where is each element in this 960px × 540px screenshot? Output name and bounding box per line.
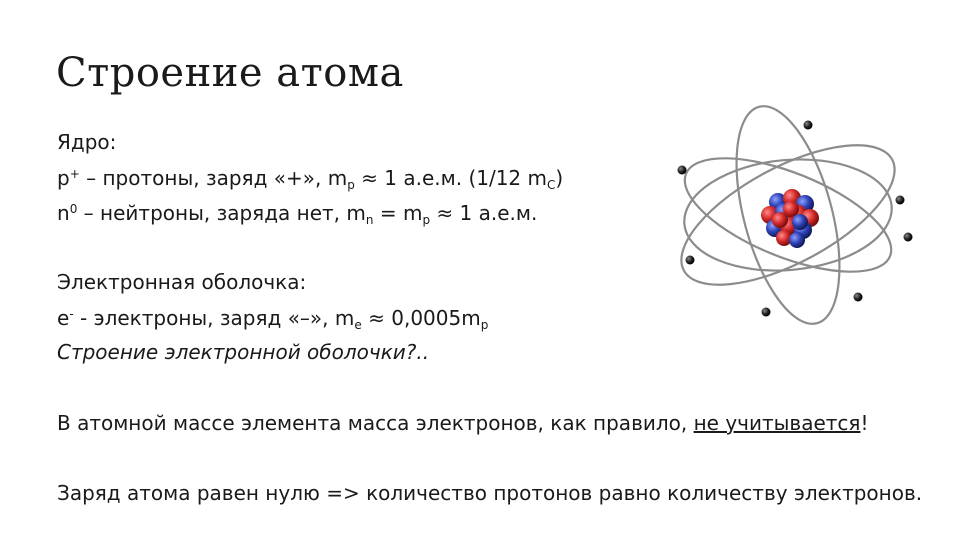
electron-mass-sub: e xyxy=(354,318,362,332)
mass-note-underlined: не учитывается xyxy=(693,411,861,435)
neutron-charge-sup: 0 xyxy=(69,202,78,216)
mass-note-after: ! xyxy=(860,411,869,435)
proton-mass-sub: p xyxy=(347,178,355,192)
proton-charge-sup: + xyxy=(69,167,80,181)
electrons-approx: ≈ 0,0005m xyxy=(361,306,481,330)
electron xyxy=(896,196,905,205)
neutrons-line xyxy=(57,201,537,225)
electron xyxy=(804,121,813,130)
carbon-sub: C xyxy=(547,178,556,192)
neutrons-eq: = m xyxy=(373,201,423,225)
shell-heading: Электронная оболочка: xyxy=(57,270,307,294)
protons-line xyxy=(57,166,563,190)
protons-approx: ≈ 1 а.е.м. (1/12 m xyxy=(354,166,547,190)
electrons-line xyxy=(57,306,488,330)
electron xyxy=(904,233,913,242)
neutron-symbol: n xyxy=(57,201,70,225)
proton-mass-sub-3: p xyxy=(480,318,489,332)
electron xyxy=(854,293,863,302)
mass-note-before: В атомной массе элемента масса электронов, как правило, xyxy=(57,411,694,435)
nucleus-heading: Ядро: xyxy=(57,130,117,154)
neutrons-end: ≈ 1 а.е.м. xyxy=(430,201,538,225)
slide-title: Строение атома xyxy=(56,50,404,96)
electron-symbol: e xyxy=(57,306,70,330)
neutrons-text: – нейтроны, заряда нет, m xyxy=(77,201,366,225)
nucleus xyxy=(761,189,819,248)
protons-end: ) xyxy=(555,166,564,190)
electrons-text: - электроны, заряд «–», m xyxy=(73,306,355,330)
electron-charge-sup: - xyxy=(69,307,74,321)
charge-note: Заряд атома равен нулю => количество протонов равно количеству электронов. xyxy=(57,481,923,505)
shell-question: Строение электронной оболочки?.. xyxy=(57,340,430,364)
proton-symbol: p xyxy=(57,166,70,190)
electron xyxy=(686,256,695,265)
neutron-mass-sub: n xyxy=(365,213,374,227)
electron xyxy=(762,308,771,317)
protons-text: – протоны, заряд «+», m xyxy=(79,166,348,190)
proton-mass-sub-2: p xyxy=(422,213,431,227)
electron xyxy=(678,166,687,175)
atom-illustration xyxy=(660,90,920,340)
mass-note xyxy=(57,411,868,435)
